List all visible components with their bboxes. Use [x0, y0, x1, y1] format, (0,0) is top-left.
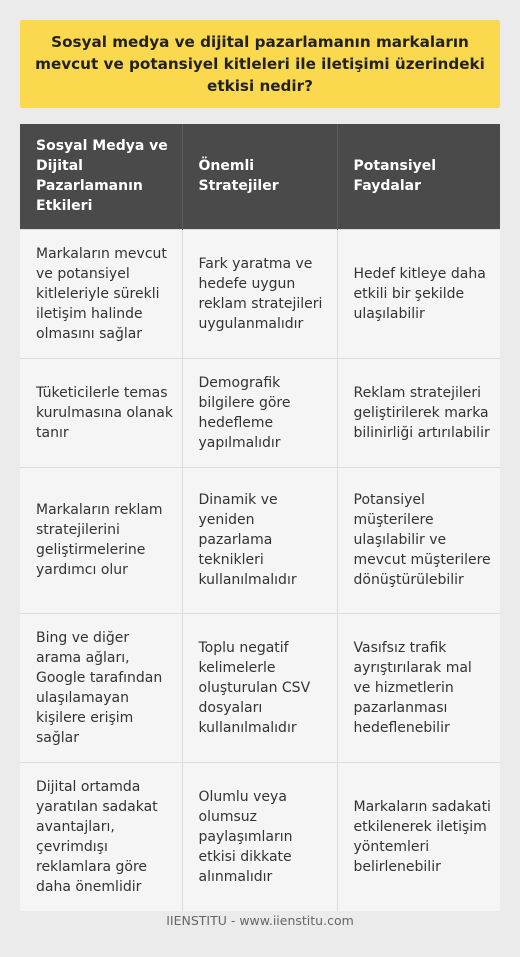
- table-cell-strategy: Demografik bilgilere göre hedefleme yapılmalıdır: [182, 358, 337, 467]
- table-cell-effect: Tüketicilerle temas kurulmasına olanak tanır: [20, 358, 182, 467]
- header-strategies: Önemli Stratejiler: [182, 124, 337, 229]
- table-cell-strategy: Toplu negatif kelimelerle oluşturulan CSV dosyaları kullanılmalıdır: [182, 613, 337, 762]
- table-row: [20, 762, 500, 911]
- comparison-table: [20, 124, 500, 911]
- question-title: Sosyal medya ve dijital pazarlamanın markaların mevcut ve potansiyel kitleleri ile iletişimi üzerindeki etkisi nedir?: [35, 33, 485, 95]
- comparison-table-container: [20, 124, 500, 911]
- table-cell-benefit: Hedef kitleye daha etkili bir şekilde ulaşılabilir: [337, 229, 500, 358]
- table-row: [20, 613, 500, 762]
- table-cell-effect: Markaların reklam stratejilerini geliştirmelerine yardımcı olur: [20, 467, 182, 613]
- question-banner: [20, 20, 500, 108]
- table-cell-effect: Dijital ortamda yaratılan sadakat avantajları, çevrimdışı reklamlara göre daha önemlidir: [20, 762, 182, 911]
- header-effects: Sosyal Medya ve Dijital Pazarlamanın Etkileri: [20, 124, 182, 229]
- table-cell-benefit: Potansiyel müşterilere ulaşılabilir ve mevcut müşterilere dönüştürülebilir: [337, 467, 500, 613]
- table-cell-benefit: Markaların sadakati etkilenerek iletişim yöntemleri belirlenebilir: [337, 762, 500, 911]
- table-cell-benefit: Reklam stratejileri geliştirilerek marka bilinirliği artırılabilir: [337, 358, 500, 467]
- table-cell-effect: Markaların mevcut ve potansiyel kitleleriyle sürekli iletişim halinde olmasını sağlar: [20, 229, 182, 358]
- table-cell-benefit: Vasıfsız trafik ayrıştırılarak mal ve hizmetlerin pazarlanması hedeflenebilir: [337, 613, 500, 762]
- table-row: [20, 229, 500, 358]
- table-cell-effect: Bing ve diğer arama ağları, Google tarafından ulaşılamayan kişilere erişim sağlar: [20, 613, 182, 762]
- table-cell-strategy: Fark yaratma ve hedefe uygun reklam stratejileri uygulanmalıdır: [182, 229, 337, 358]
- header-benefits: Potansiyel Faydalar: [337, 124, 500, 229]
- footer-credit: IIENSTITU - www.iienstitu.com: [166, 913, 354, 928]
- table-row: [20, 467, 500, 613]
- table-cell-strategy: Dinamik ve yeniden pazarlama teknikleri kullanılmalıdır: [182, 467, 337, 613]
- table-header-row: [20, 124, 500, 229]
- table-cell-strategy: Olumlu veya olumsuz paylaşımların etkisi dikkate alınmalıdır: [182, 762, 337, 911]
- table-row: [20, 358, 500, 467]
